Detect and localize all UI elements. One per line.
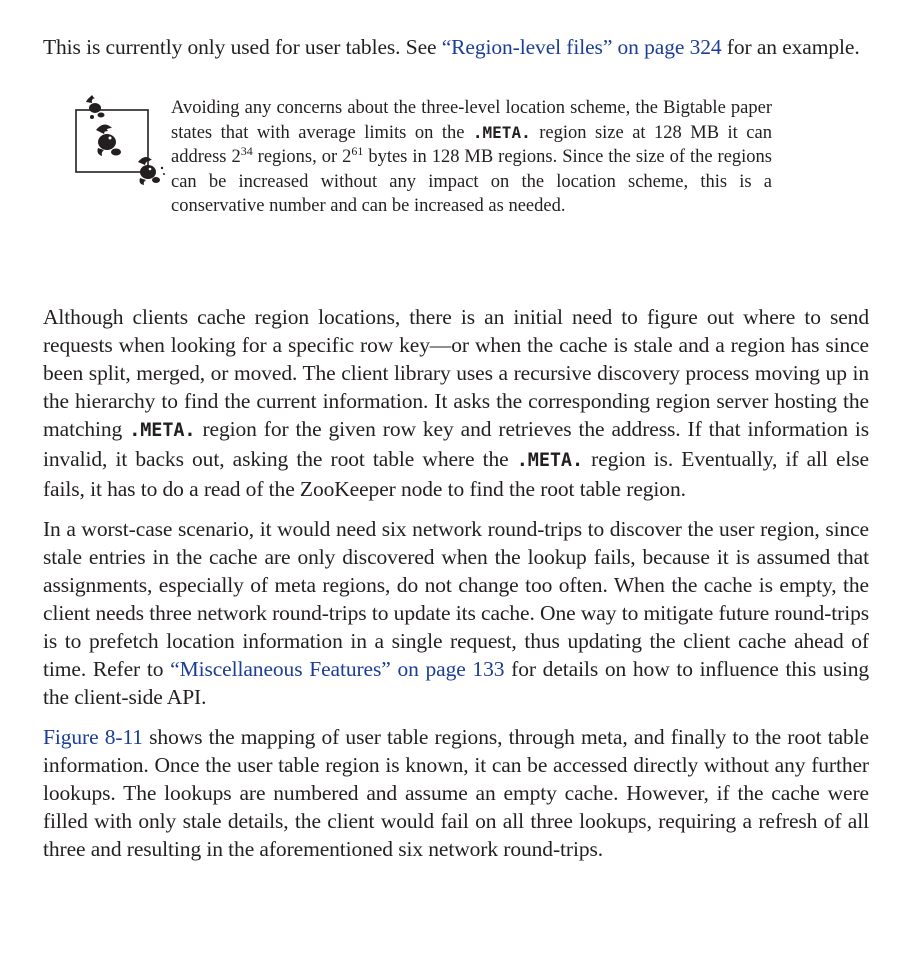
exponent-61: 61	[351, 144, 364, 158]
region-lookup-paragraph	[43, 303, 869, 503]
worst-case-paragraph	[43, 515, 869, 711]
note-text-4: bytes in 128 MB regions. Since the size of the regions can be increased without any impact on the location scheme, this is a conservative number and can be increased as needed.	[171, 147, 772, 216]
note-text-2: region size at 128 MB it can address 2	[171, 122, 772, 167]
intro-paragraph	[43, 33, 869, 61]
figure-reference-paragraph	[43, 723, 869, 863]
meta-code: .META.	[129, 420, 196, 441]
page-content	[43, 33, 869, 863]
figure-8-11-link[interactable]: Figure 8-11	[43, 725, 143, 749]
tip-note-text	[171, 96, 772, 219]
note-text-3: regions, or 2	[252, 147, 352, 167]
squirrel-tip-icon	[74, 94, 168, 190]
region-level-files-link[interactable]: “Region-level files” on page 324	[441, 35, 722, 59]
para1-text-1: Although clients cache region locations, there is an initial need to figure out where to send requests when looking for a specific row key—or when the cache is stale and a region has since been split, merged, or moved. The client library uses a recursive discovery process moving up in the hierarchy to find the current information. It asks the corresponding region server hosting the matching	[43, 305, 869, 441]
para3-text-1: shows the mapping of user table regions, through meta, and finally to the root table information. Once the user table region is known, it can be accessed directly without any further lookups. The lookups are numbered and assume an empty cache. However, if the cache were filled with only stale details, the client would fail on all three lookups, requiring a refresh of all three and resulting in the aforementioned six network round-trips.	[43, 725, 869, 861]
meta-code: .META.	[516, 450, 583, 471]
para2-text-2: for details on how to influence this using the client-side API.	[43, 657, 869, 709]
note-text-1: Avoiding any concerns about the three-level location scheme, the Bigtable paper states that with average limits on the	[171, 98, 772, 143]
meta-code: .META.	[472, 122, 531, 142]
para1-text-2: region for the given row key and retrieves the address. If that information is invalid, it backs out, asking the root table where the	[43, 417, 870, 471]
misc-features-link[interactable]: “Miscellaneous Features” on page 133	[170, 657, 505, 681]
para2-text-1: In a worst-case scenario, it would need six network round-trips to discover the user region, since stale entries in the cache are only discovered when the lookup fails, because it is assumed that assignments, especially of meta regions, do not change too often. When the cache is empty, the client needs three network round-trips to update its cache. One way to mitigate future round-trips is to prefetch location information in a single request, thus updating the client cache ahead of time. Refer to	[43, 517, 869, 681]
tip-note	[43, 94, 869, 264]
intro-text-2: for an example.	[721, 35, 860, 59]
exponent-34: 34	[240, 144, 253, 158]
intro-text-1: This is currently only used for user tables. See	[43, 35, 442, 59]
para1-text-3: region is. Eventually, if all else fails, it has to do a read of the ZooKeeper node to find the root table region.	[43, 447, 869, 501]
